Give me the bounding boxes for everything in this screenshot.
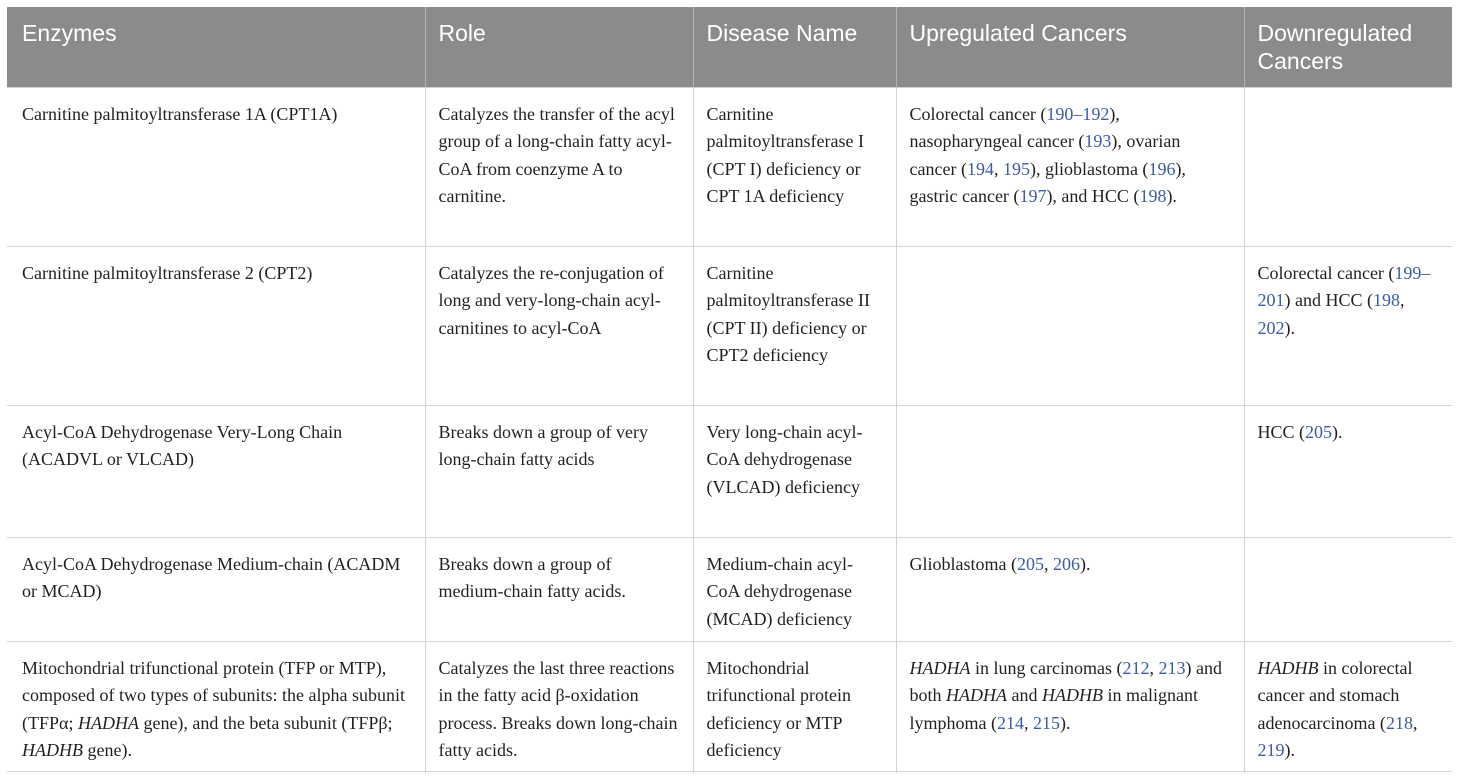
downregulated-cell (1244, 641, 1452, 773)
upregulated-cell (896, 246, 1244, 405)
role-cell: Catalyzes the re-conjugation of long and very-long-chain acyl-carnitines to acyl-CoA (425, 246, 693, 405)
disease-cell: Medium-chain acyl-CoA dehydrogenase (MCAD) deficiency (693, 537, 896, 641)
cell-text: in colorectal cancer and stomach adenocarcinoma ( (1257, 657, 1413, 733)
downregulated-cell (1244, 405, 1452, 537)
header-row (7, 7, 1452, 87)
disease-cell: Carnitine palmitoyltransferase II (CPT II) deficiency or CPT2 deficiency (693, 246, 896, 405)
table-bottom-border (7, 771, 1452, 772)
enzyme-cell: Carnitine palmitoyltransferase 1A (CPT1A) (7, 87, 425, 246)
cell-text: ), nasopharyngeal cancer ( (909, 103, 1120, 151)
cell-text: and (1007, 685, 1043, 705)
cell-text: ), gastric cancer ( (909, 158, 1186, 206)
upregulated-cell (896, 537, 1244, 641)
cell-text: , (1024, 712, 1033, 733)
gene-name: HADHA (909, 657, 971, 678)
reference-link[interactable]: 206 (1052, 553, 1080, 574)
cell-text: ), glioblastoma ( (1029, 158, 1149, 179)
gene-name: HADHB (1042, 685, 1104, 705)
header-downregulated-cancers: Downregulated Cancers (1244, 7, 1452, 87)
cell-text: , (1400, 290, 1405, 310)
reference-link[interactable]: 196 (1148, 158, 1176, 179)
enzyme-cell (7, 641, 425, 773)
reference-link[interactable]: 198 (1139, 186, 1167, 206)
reference-link[interactable]: 198 (1373, 290, 1400, 310)
reference-link[interactable]: 214 (997, 712, 1024, 733)
downregulated-cell (1244, 537, 1452, 641)
reference-link[interactable]: 215 (1033, 712, 1060, 733)
cell-text: in lung carcinomas ( (970, 657, 1123, 678)
cell-text: ) and HCC ( (1284, 290, 1373, 310)
reference-link[interactable]: 205 (1016, 553, 1044, 574)
cell-text: Colorectal cancer ( (909, 103, 1047, 124)
reference-link[interactable]: 212 (1122, 657, 1150, 678)
cell-text: , (1149, 657, 1159, 678)
reference-link[interactable]: 190–192 (1046, 103, 1110, 124)
reference-link[interactable]: 218 (1385, 712, 1413, 733)
reference-link[interactable]: 197 (1019, 186, 1047, 206)
table-row (7, 641, 1452, 773)
cell-text: , (1043, 553, 1053, 574)
reference-link[interactable]: 195 (1002, 158, 1030, 179)
reference-link[interactable]: 205 (1305, 421, 1333, 442)
cell-text: ). (1284, 740, 1295, 760)
header-upregulated-cancers: Upregulated Cancers (896, 7, 1244, 87)
upregulated-cell (896, 405, 1244, 537)
cell-text: ). (1079, 553, 1091, 574)
disease-cell: Very long-chain acyl-CoA dehydrogenase (VLCAD) deficiency (693, 405, 896, 537)
role-cell: Breaks down a group of very long-chain fatty acids (425, 405, 693, 537)
table-header (7, 7, 1452, 87)
cell-text: ), and HCC ( (1046, 186, 1140, 206)
reference-link[interactable]: 202 (1257, 317, 1285, 338)
upregulated-cell (896, 87, 1244, 246)
enzyme-cell: Acyl-CoA Dehydrogenase Very-Long Chain (ACADVL or VLCAD) (7, 405, 425, 537)
cell-text: gene). (83, 740, 132, 760)
cell-text: ). (1284, 317, 1295, 338)
cell-text: gene), and the beta subunit (TFPβ; (138, 712, 393, 733)
table-row (7, 405, 1452, 537)
enzyme-cell: Carnitine palmitoyltransferase 2 (CPT2) (7, 246, 425, 405)
header-role: Role (425, 7, 693, 87)
reference-link[interactable]: 213 (1158, 657, 1186, 678)
enzyme-cell: Acyl-CoA Dehydrogenase Medium-chain (ACADM or MCAD) (7, 537, 425, 641)
disease-cell: Carnitine palmitoyltransferase I (CPT I) deficiency or CPT 1A deficiency (693, 87, 896, 246)
role-cell: Breaks down a group of medium-chain fatty acids. (425, 537, 693, 641)
cell-text: ), ovarian cancer ( (909, 131, 1181, 179)
reference-link[interactable]: 219 (1257, 740, 1285, 760)
reference-link[interactable]: 194 (966, 158, 994, 179)
cell-text: ). (1332, 421, 1343, 442)
cell-text: , (1412, 712, 1418, 733)
table-row (7, 87, 1452, 246)
gene-name: HADHB (1257, 657, 1319, 678)
gene-name: HADHA (946, 685, 1008, 705)
cell-text: Colorectal cancer ( (1257, 262, 1395, 283)
cell-text: ). (1166, 186, 1177, 206)
cell-text: in malignant lymphoma ( (909, 685, 1198, 733)
table-row (7, 246, 1452, 405)
disease-cell: Mitochondrial trifunctional protein deficiency or MTP deficiency (693, 641, 896, 773)
cell-text: HCC ( (1257, 421, 1306, 442)
enzyme-table (7, 7, 1452, 773)
table-row (7, 537, 1452, 641)
reference-link[interactable]: 193 (1084, 131, 1112, 151)
role-cell: Catalyzes the transfer of the acyl group of a long-chain fatty acyl-CoA from coenzyme A to carnitine. (425, 87, 693, 246)
gene-name: HADHA (77, 712, 139, 733)
downregulated-cell (1244, 246, 1452, 405)
cell-text: Glioblastoma ( (909, 553, 1017, 574)
upregulated-cell (896, 641, 1244, 773)
reference-link[interactable]: 199–201 (1257, 262, 1431, 310)
role-cell: Catalyzes the last three reactions in the fatty acid β-oxidation process. Breaks down long-chain fatty acids. (425, 641, 693, 773)
downregulated-cell (1244, 87, 1452, 246)
gene-name: HADHB (22, 740, 83, 760)
cell-text: ) and both (909, 657, 1222, 705)
cell-text: , (993, 158, 1003, 179)
table-body (7, 87, 1452, 773)
cell-text: ). (1060, 712, 1071, 733)
header-enzymes: Enzymes (7, 7, 425, 87)
header-disease-name: Disease Name (693, 7, 896, 87)
cell-text: Mitochondrial trifunctional protein (TFP or MTP), composed of two types of subunits: the alpha subunit (TFPα; (22, 657, 405, 733)
